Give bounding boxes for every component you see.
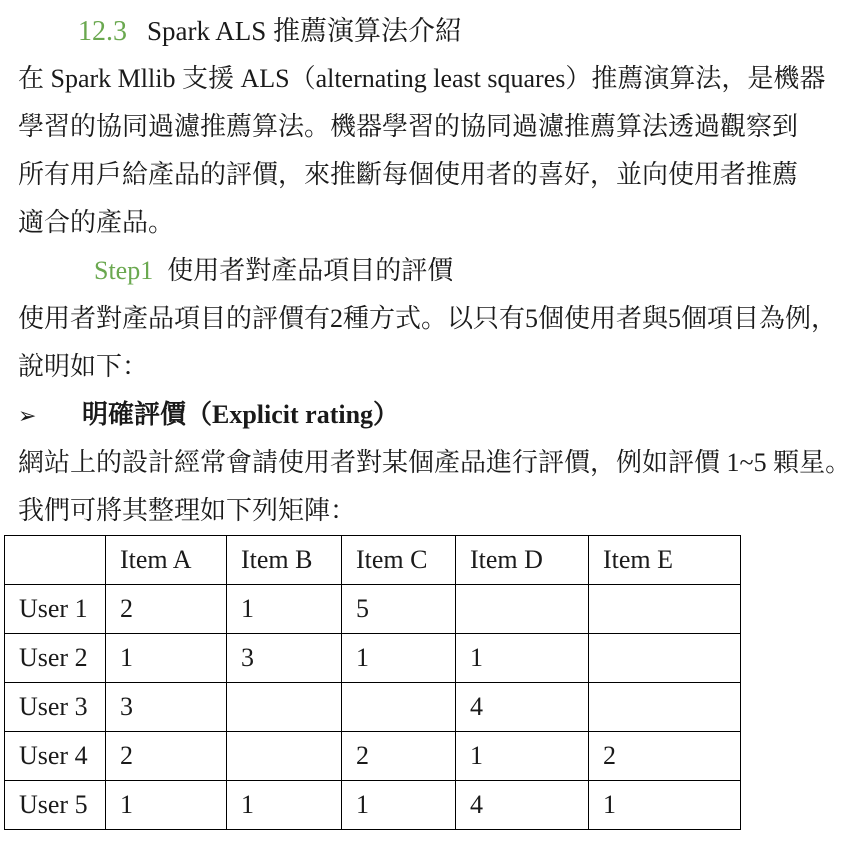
row-label-cell: User 2	[5, 634, 106, 683]
step-text-line-1: 使用者對產品項目的評價有2種方式。以只有5個使用者與5個項目為例，	[18, 304, 838, 333]
table-header-cell: Item B	[227, 536, 342, 585]
intro-line-1: 在 Spark Mllib 支援 ALS（alternating least squares）推薦演算法，是機器	[18, 64, 826, 93]
intro-line-2: 學習的協同過濾推薦算法。機器學習的協同過濾推薦算法透過觀察到	[18, 112, 799, 141]
table-cell: 1	[106, 781, 227, 830]
section-number: 12.3	[78, 16, 127, 47]
table-cell	[227, 732, 342, 781]
table-row	[5, 732, 741, 781]
step-heading	[94, 258, 453, 284]
table-cell: 1	[227, 781, 342, 830]
table-cell: 1	[342, 781, 456, 830]
row-label-cell: User 5	[5, 781, 106, 830]
table-cell: 1	[342, 634, 456, 683]
step-text-line-2: 說明如下：	[18, 352, 149, 381]
bullet-text-line-2: 我們可將其整理如下列矩陣：	[18, 496, 357, 525]
rating-matrix-table	[4, 535, 741, 830]
section-title: Spark ALS 推薦演算法介紹	[147, 16, 463, 46]
table-cell	[589, 634, 741, 683]
row-label-cell: User 1	[5, 585, 106, 634]
table-header-cell: Item C	[342, 536, 456, 585]
table-cell: 1	[589, 781, 741, 830]
table-cell: 1	[106, 634, 227, 683]
table-cell: 2	[106, 732, 227, 781]
intro-line-3: 所有用戶給產品的評價，來推斷每個使用者的喜好，並向使用者推薦	[18, 160, 799, 189]
table-header-cell: Item A	[106, 536, 227, 585]
table-cell: 1	[456, 634, 589, 683]
table-cell: 3	[106, 683, 227, 732]
table-cell	[342, 683, 456, 732]
row-label-cell: User 4	[5, 732, 106, 781]
intro-line-4: 適合的產品。	[18, 208, 175, 237]
step-title: 使用者對產品項目的評價	[167, 256, 454, 285]
table-cell: 4	[456, 683, 589, 732]
table-cell: 2	[589, 732, 741, 781]
table-cell	[589, 585, 741, 634]
table-cell	[456, 585, 589, 634]
table-row	[5, 683, 741, 732]
table-cell	[227, 683, 342, 732]
table-cell: 4	[456, 781, 589, 830]
table-cell: 1	[227, 585, 342, 634]
section-heading	[78, 18, 462, 46]
table-cell: 5	[342, 585, 456, 634]
table-row	[5, 634, 741, 683]
table-row	[5, 585, 741, 634]
bullet-title: 明確評價（Explicit rating）	[82, 400, 400, 429]
table-cell: 1	[456, 732, 589, 781]
bullet-text-line-1: 網站上的設計經常會請使用者對某個產品進行評價，例如評價 1~5 顆星。	[18, 448, 852, 477]
table-header-cell: Item E	[589, 536, 741, 585]
table-header-cell	[5, 536, 106, 585]
step-number: Step1	[94, 256, 154, 285]
table-cell: 2	[342, 732, 456, 781]
table-cell: 2	[106, 585, 227, 634]
row-label-cell: User 3	[5, 683, 106, 732]
table-header-row	[5, 536, 741, 585]
table-cell	[589, 683, 741, 732]
bullet-heading	[18, 402, 399, 428]
table-header-cell: Item D	[456, 536, 589, 585]
table-cell: 3	[227, 634, 342, 683]
arrow-bullet-icon: ➢	[18, 404, 37, 429]
table-row	[5, 781, 741, 830]
